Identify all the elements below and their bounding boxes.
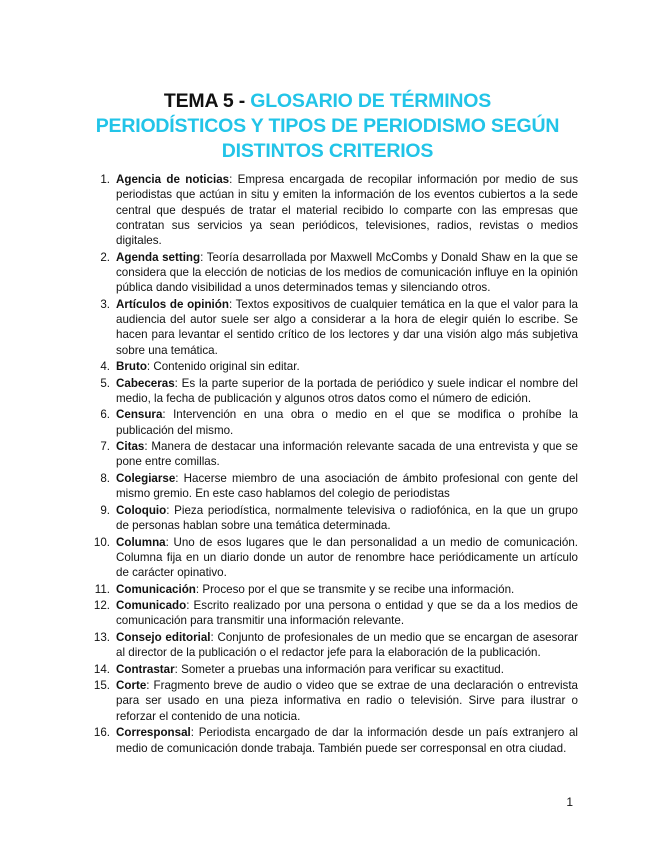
item-number: 15.	[93, 679, 110, 693]
glossary-definition: : Uno de esos lugares que le dan personalidad a un medio de comunicación. Columna fija en un diario donde un autor de renombre hace periódicamente un artículo de carácter opinativo.	[116, 535, 578, 580]
item-number: 1.	[100, 173, 110, 186]
glossary-term: Censura	[116, 408, 163, 422]
glossary-term: Corte	[116, 679, 147, 693]
glossary-term: Cabeceras	[116, 376, 175, 390]
page-title	[40, 89, 615, 164]
item-number: 2.	[100, 250, 110, 264]
title-line-1: GLOSARIO DE TÉRMINOS	[250, 90, 492, 113]
title-prefix: TEMA 5 -	[163, 90, 246, 113]
glossary-definition: : Empresa encargada de recopilar información por medio de sus periodistas que actúan in situ y emiten la información de los eventos cubiertos a la sede central que después de tratar el material recibido lo comparte con las empresas que contratan sus servicios ya sean periódicos, televisiones, radios, revistas o medios digitales.	[116, 173, 579, 248]
glossary-definition: : Es la parte superior de la portada de periódico y suele indicar el nombre del medio, la fecha de publicación y algunos otros datos como el número de edición.	[116, 376, 578, 405]
glossary-item	[86, 678, 578, 724]
glossary-definition: : Escrito realizado por una persona o entidad y que se da a los medios de comunicación para transmitir una información relevante.	[116, 599, 578, 628]
item-number: 3.	[100, 297, 110, 311]
item-number: 13.	[93, 630, 110, 644]
item-number: 12.	[93, 599, 110, 613]
item-number: 9.	[100, 503, 110, 517]
glossary-item	[86, 359, 578, 374]
glossary-definition: : Intervención en una obra o medio en el que se modifica o prohíbe la publicación del mismo.	[116, 408, 578, 437]
glossary-term: Citas	[116, 440, 145, 454]
glossary-item	[86, 297, 578, 358]
glossary-term: Consejo editorial	[116, 630, 211, 644]
glossary-item	[86, 725, 578, 756]
item-number: 16.	[93, 726, 110, 740]
glossary-definition: : Contenido original sin editar.	[146, 360, 300, 374]
glossary-item	[86, 662, 578, 677]
glossary-term: Colegiarse	[116, 471, 176, 485]
glossary-definition: : Pieza periodística, normalmente televisiva o radiofónica, en la que un grupo de personas hablan sobre una temática determinada.	[116, 503, 578, 533]
glossary-definition: : Fragmento breve de audio o video que se extrae de una declaración o entrevista para ser usado en una pieza informativa en radio o televisión. Sirve para ilustrar o reforzar el contenido de una noticia.	[116, 679, 578, 723]
glossary-item	[86, 439, 578, 470]
glossary-term: Bruto	[116, 360, 147, 374]
glossary-definition: : Periodista encargado de dar la información desde un país extranjero al medio de comunicación donde trabaja. También puede ser corresponsal en otra ciudad.	[116, 726, 578, 755]
glossary-definition: : Proceso por el que se transmite y se recibe una información.	[195, 582, 515, 596]
glossary-item	[86, 630, 578, 661]
glossary-item	[86, 598, 578, 629]
title-line-3: DISTINTOS CRITERIOS	[221, 140, 434, 163]
glossary-definition: : Conjunto de profesionales de un medio que se encargan de asesorar al director de la publicación o el redactor jefe para la elaboración de la publicación.	[116, 630, 578, 660]
page-number: 1	[566, 795, 573, 809]
glossary-item	[86, 535, 578, 581]
glossary-term: Agenda setting	[116, 250, 201, 264]
glossary-definition: : Someter a pruebas una información para verificar su exactitud.	[174, 662, 504, 676]
glossary-item	[86, 250, 578, 296]
item-number: 8.	[100, 471, 110, 485]
item-number: 11.	[94, 582, 110, 596]
glossary-item	[86, 503, 578, 534]
glossary-term: Agencia de noticias	[116, 173, 230, 186]
glossary-list	[86, 172, 578, 757]
glossary-item	[86, 376, 578, 407]
glossary-definition: : Hacerse miembro de una asociación de ámbito profesional con gente del mismo gremio. En este caso hablamos del colegio de periodistas	[116, 471, 578, 501]
glossary-term: Comunicado	[116, 599, 187, 613]
item-number: 6.	[100, 408, 110, 422]
item-number: 7.	[100, 440, 110, 454]
glossary-term: Coloquio	[116, 503, 167, 517]
item-number: 5.	[100, 376, 110, 390]
item-number: 10.	[93, 535, 110, 549]
glossary-term: Columna	[116, 535, 166, 549]
glossary-item	[86, 172, 578, 248]
glossary-item	[86, 471, 578, 502]
glossary-definition: : Textos expositivos de cualquier temática en la que el valor para la audiencia del autor suele ser algo a considerar a la hora de elegir quién lo escribe. Se hacen para levantar el sentido crítico de los lectores y dar una visión algo más subjetiva sobre una temática.	[116, 297, 578, 357]
item-number: 4.	[100, 360, 110, 374]
glossary-item	[86, 407, 578, 438]
glossary-item	[86, 582, 578, 597]
title-line-2: PERIODÍSTICOS Y TIPOS DE PERIODISMO SEGÚN	[95, 115, 560, 138]
item-number: 14.	[93, 662, 110, 676]
glossary-definition: : Teoría desarrollada por Maxwell McCombs y Donald Shaw en la que se considera que la elección de noticias de los medios de comunicación influye en la opinión pública dando visibilidad a unos determinados temas y silenciando otros.	[116, 250, 578, 295]
glossary-term: Artículos de opinión	[116, 297, 229, 311]
glossary-definition: : Manera de destacar una información relevante sacada de una entrevista y que se pone entre comillas.	[116, 440, 578, 469]
glossary-term: Corresponsal	[116, 726, 191, 740]
glossary-term: Contrastar	[116, 662, 175, 676]
glossary-term: Comunicación	[116, 582, 196, 596]
